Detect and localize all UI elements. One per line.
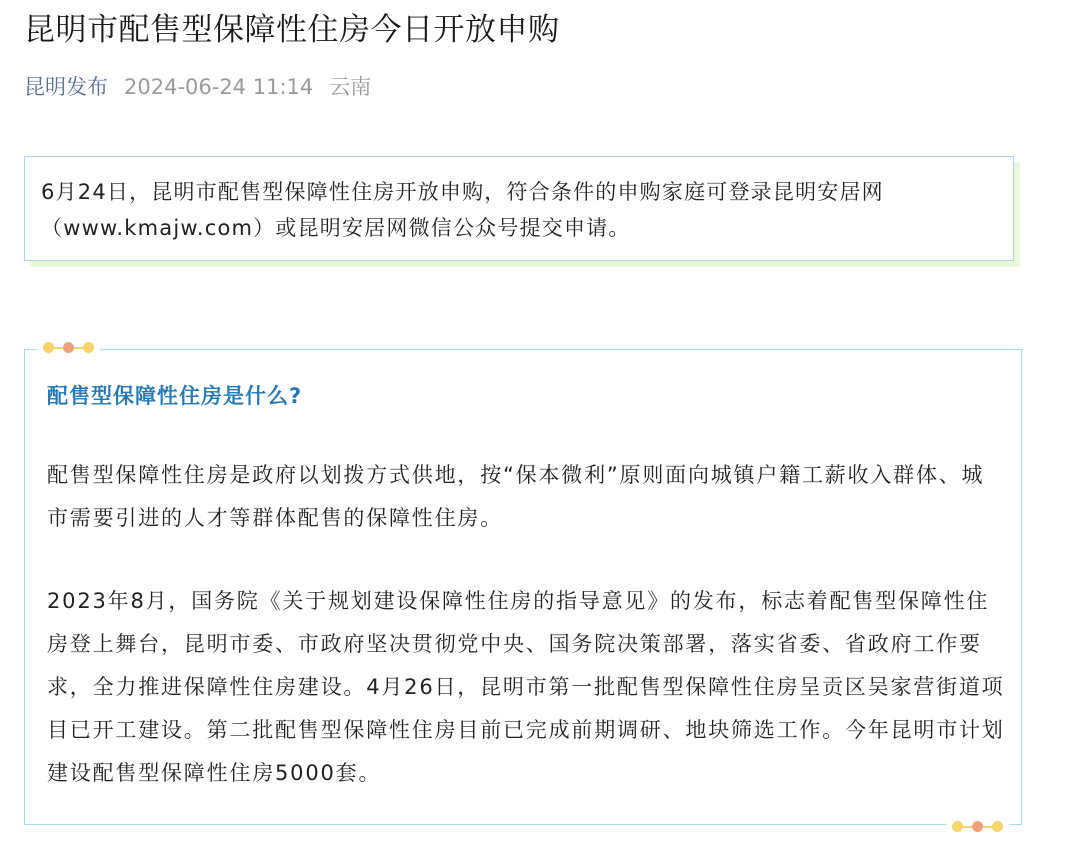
section-heading: 配售型保障性住房是什么? xyxy=(47,384,303,408)
section-paragraph: 配售型保障性住房是政府以划拨方式供地，按“保本微利”原则面向城镇户籍工薪收入群体、城市需要引进的人才等群体配售的保障性住房。 xyxy=(47,463,985,530)
dot-icon xyxy=(972,821,983,832)
dot-connector xyxy=(54,347,63,349)
lead-text: 6月24日，昆明市配售型保障性住房开放申购，符合条件的申购家庭可登录昆明安居网（www.kmajw.com）或昆明安居网微信公众号提交申请。 xyxy=(24,156,1014,261)
dot-icon xyxy=(63,342,74,353)
dot-connector xyxy=(74,347,83,349)
dot-icon xyxy=(83,342,94,353)
publish-location: 云南 xyxy=(329,75,372,99)
dot-icon xyxy=(992,821,1003,832)
section-card xyxy=(24,349,1022,825)
decorative-dots-bottom xyxy=(946,821,1009,832)
lead-box xyxy=(24,156,1014,261)
dot-connector xyxy=(983,826,992,828)
dot-connector xyxy=(963,826,972,828)
article-meta xyxy=(24,73,371,101)
article-title: 昆明市配售型保障性住房今日开放申购 xyxy=(24,12,560,48)
decorative-dots-top xyxy=(37,342,100,353)
author-link[interactable]: 昆明发布 xyxy=(24,75,108,99)
section-paragraph: 2023年8月，国务院《关于规划建设保障性住房的指导意见》的发布，标志着配售型保障性住房登上舞台，昆明市委、市政府坚决贯彻党中央、国务院决策部署，落实省委、省政府工作要求，全力推进保障性住房建设。4月26日，昆明市第一批配售型保障性住房呈贡区吴家营街道项目已开工建设。第二批配售型保障性住房目前已完成前期调研、地块筛选工作。今年昆明市计划建设配售型保障性住房5000套。 xyxy=(47,589,1005,785)
dot-icon xyxy=(43,342,54,353)
dot-icon xyxy=(952,821,963,832)
publish-datetime: 2024-06-24 11:14 xyxy=(124,75,314,99)
